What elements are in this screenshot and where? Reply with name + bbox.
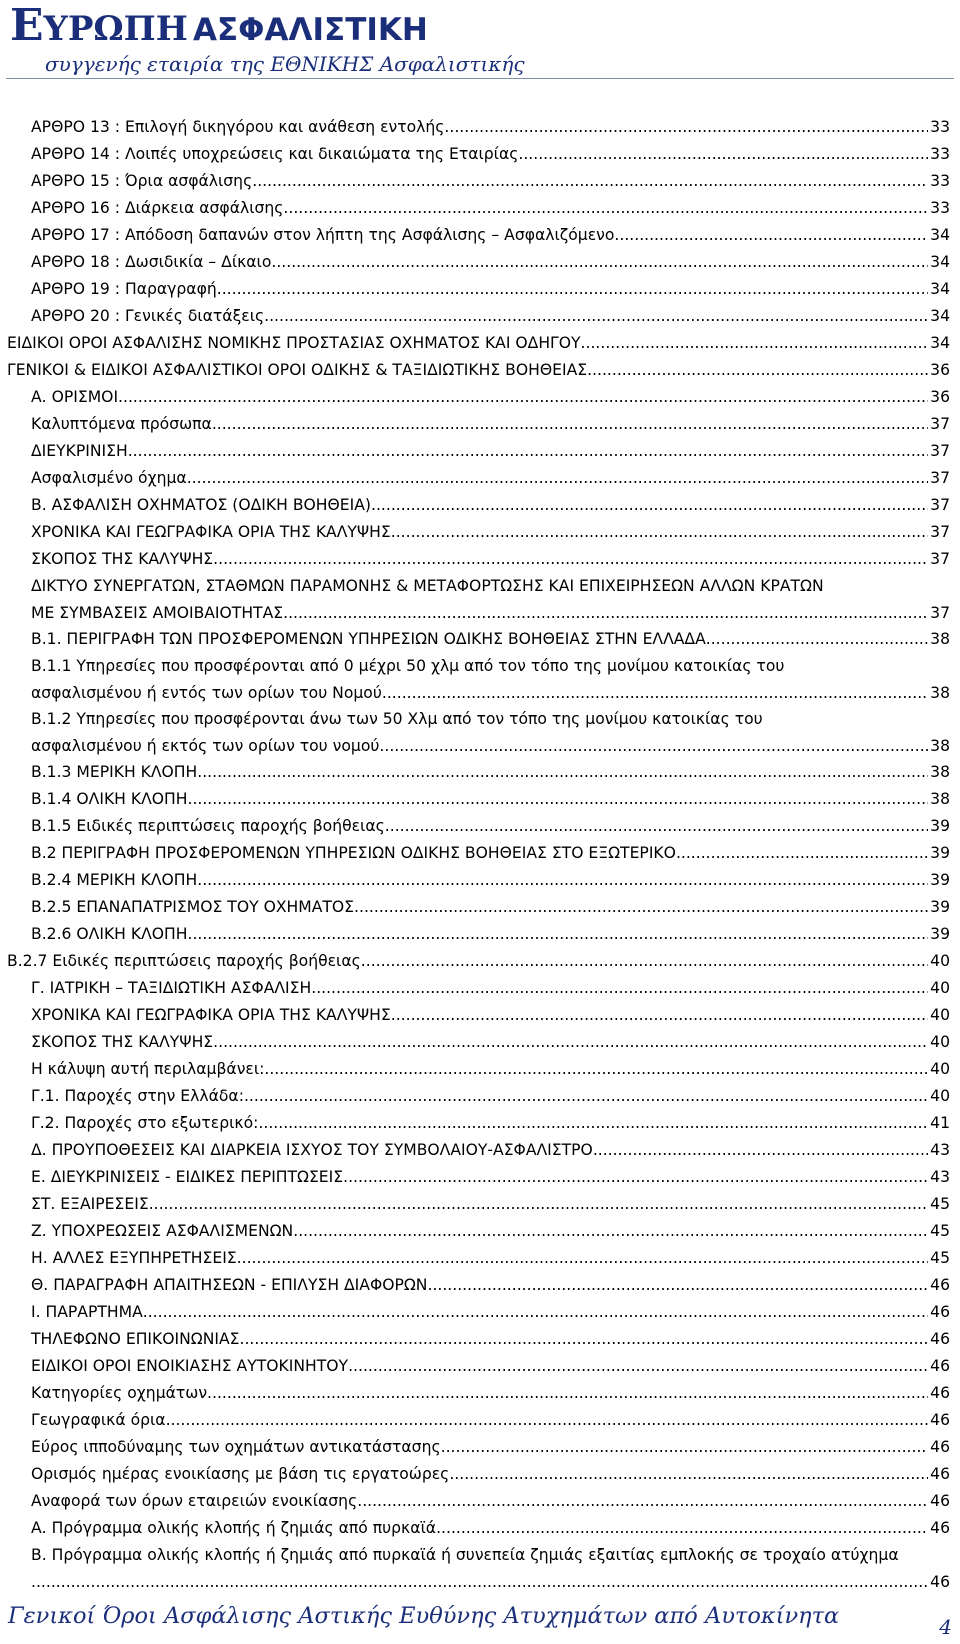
- dot-leader: [258, 1110, 928, 1137]
- toc-entry-title: Ορισμός ημέρας ενοικίασης με βάση τις εργατοώρες: [31, 1465, 450, 1483]
- toc-page-number: 37: [930, 442, 950, 460]
- toc-page-number: 34: [930, 307, 950, 325]
- dot-leader: [518, 141, 928, 168]
- toc-entry-title: Β.2.7 Ειδικές περιπτώσεις παροχής βοήθειας: [7, 952, 361, 970]
- dot-leader: [387, 680, 928, 707]
- toc-page-number: 46: [930, 1303, 950, 1321]
- toc-entry[interactable]: [31, 1542, 950, 1596]
- toc-page-number: 46: [930, 1438, 950, 1456]
- toc-entry-title: Β. Πρόγραμμα ολικής κλοπής ή ζημιάς από πυρκαϊά ή συνεπεία ζημιάς εξαιτίας εμπλοκής σε τροχαίο ατύχημα: [31, 1546, 899, 1564]
- toc-page-number: 33: [930, 172, 950, 190]
- toc-entry[interactable]: [31, 276, 950, 303]
- page-number: 4: [939, 1615, 952, 1639]
- toc-page-number: 43: [930, 1168, 950, 1186]
- toc-entry[interactable]: [31, 1137, 950, 1164]
- toc-entry-title: Αναφορά των όρων εταιρειών ενοικίασης: [31, 1492, 358, 1510]
- dot-leader: [143, 1299, 928, 1326]
- dot-leader: [237, 1245, 929, 1272]
- toc-entry-title: Κατηγορίες οχημάτων: [31, 1384, 208, 1402]
- toc-entry[interactable]: [31, 492, 950, 519]
- toc-page-number: 46: [930, 1357, 950, 1375]
- dot-leader: [357, 1488, 928, 1515]
- toc-entry[interactable]: [31, 303, 950, 330]
- toc-entry-title: ΑΡΘΡΟ 17 : Απόδοση δαπανών στον λήπτη της Ασφάλισης – Ασφαλιζόμενο: [31, 226, 615, 244]
- toc-page-number: 41: [930, 1114, 950, 1132]
- toc-entry[interactable]: [31, 1488, 950, 1515]
- toc-entry-title: ΓΕΝΙΚΟΙ & ΕΙΔΙΚΟΙ ΑΣΦΑΛΙΣΤΙΚΟΙ ΟΡΟΙ ΟΔΙΚΗΣ & ΤΑΞΙΔΙΩΤΙΚΗΣ ΒΟΗΘΕΙΑΣ: [7, 361, 588, 379]
- toc-entry-title: Η κάλυψη αυτή περιλαμβάνει:: [31, 1060, 265, 1078]
- toc-entry-title: ΧΡΟΝΙΚΑ ΚΑΙ ΓΕΩΓΡΑΦΙΚΑ ΟΡΙΑ ΤΗΣ ΚΑΛΥΨΗΣ: [31, 1006, 391, 1024]
- toc-entry[interactable]: [31, 222, 950, 249]
- toc-entry[interactable]: [31, 894, 950, 921]
- toc-entry[interactable]: [31, 438, 950, 465]
- dot-leader: [361, 948, 928, 975]
- dot-leader: [252, 168, 928, 195]
- dot-leader: [391, 1002, 928, 1029]
- dot-leader: [343, 1164, 928, 1191]
- dot-leader: [371, 492, 928, 519]
- toc-entry-title: Ασφαλισμένο όχημα: [31, 469, 187, 487]
- dot-leader: [427, 1272, 928, 1299]
- toc-entry-title: ΑΡΘΡΟ 13 : Επιλογή δικηγόρου και ανάθεση εντολής: [31, 118, 445, 136]
- dot-leader: [118, 384, 928, 411]
- dot-leader: [213, 1029, 928, 1056]
- toc-entry-title: ΑΡΘΡΟ 18 : Δωσιδικία – Δίκαιο: [31, 253, 272, 271]
- toc-entry[interactable]: [31, 759, 950, 786]
- toc-entry[interactable]: [31, 1299, 950, 1326]
- dot-leader: [593, 1137, 928, 1164]
- toc-entry[interactable]: [31, 653, 950, 707]
- toc-entry-title: ΣΤ. ΕΞΑΙΡΕΣΕΙΣ: [31, 1195, 149, 1213]
- toc-page-number: 40: [930, 979, 950, 997]
- toc-entry-title: Εύρος ιπποδύναμης των οχημάτων αντικατάστασης: [31, 1438, 441, 1456]
- dot-leader: [436, 1515, 928, 1542]
- toc-entry-title: Α. Πρόγραμμα ολικής κλοπής ή ζημιάς από πυρκαϊά: [31, 1519, 437, 1537]
- toc-page-number: 38: [930, 737, 950, 755]
- dot-leader: [581, 330, 929, 357]
- dot-leader: [348, 1353, 928, 1380]
- toc-page-number: 46: [930, 1384, 950, 1402]
- toc-entry[interactable]: [31, 1326, 950, 1353]
- dot-leader: [212, 411, 928, 438]
- dot-leader: [187, 786, 928, 813]
- toc-entry[interactable]: [31, 867, 950, 894]
- toc-page-number: 34: [930, 334, 950, 352]
- toc-entry[interactable]: [31, 411, 950, 438]
- toc-entry[interactable]: [31, 519, 950, 546]
- toc-page-number: 46: [930, 1330, 950, 1348]
- toc-entry-title: Ζ. ΥΠΟΧΡΕΩΣΕΙΣ ΑΣΦΑΛΙΣΜΕΝΩΝ: [31, 1222, 294, 1240]
- toc-entry-title: ΣΚΟΠΟΣ ΤΗΣ ΚΑΛΥΨΗΣ: [31, 1033, 214, 1051]
- dot-leader: [293, 1218, 928, 1245]
- toc-page-number: 46: [930, 1519, 950, 1537]
- toc-entry-title: ΑΡΘΡΟ 20 : Γενικές διατάξεις: [31, 307, 265, 325]
- toc-entry[interactable]: [31, 1461, 950, 1488]
- toc-entry-title: ΔΙΚΤΥΟ ΣΥΝΕΡΓΑΤΩΝ, ΣΤΑΘΜΩΝ ΠΑΡΑΜΟΝΗΣ & ΜΕΤΑΦΟΡΤΩΣΗΣ ΚΑΙ ΕΠΙΧΕΙΡΗΣΕΩΝ ΑΛΛΩΝ ΚΡΑΤΩΝ: [31, 577, 824, 595]
- toc-entry[interactable]: [31, 546, 950, 573]
- toc-entry[interactable]: [31, 573, 950, 627]
- dot-leader: [441, 1434, 929, 1461]
- dot-leader: [449, 1461, 928, 1488]
- toc-entry[interactable]: [31, 1515, 950, 1542]
- dot-leader: [311, 975, 928, 1002]
- toc-page-number: 38: [930, 763, 950, 781]
- brand-name: ΥΡΩΠΗ: [43, 9, 188, 49]
- dot-leader: [197, 759, 928, 786]
- toc-entry-title: ΣΚΟΠΟΣ ΤΗΣ ΚΑΛΥΨΗΣ: [31, 550, 214, 568]
- toc-entry-title: ΤΗΛΕΦΩΝΟ ΕΠΙΚΟΙΝΩΝΙΑΣ: [31, 1330, 240, 1348]
- dot-leader: [197, 867, 928, 894]
- toc-entry-title: ΕΙΔΙΚΟΙ ΟΡΟΙ ΑΣΦΑΛΙΣΗΣ ΝΟΜΙΚΗΣ ΠΡΟΣΤΑΣΙΑΣ ΟΧΗΜΑΤΟΣ ΚΑΙ ΟΔΗΓΟΥ: [7, 334, 581, 352]
- toc-entry-title: Α. ΟΡΙΣΜΟΙ: [31, 388, 119, 406]
- toc-page-number: 37: [930, 469, 950, 487]
- page-header: [10, 0, 950, 76]
- toc-entry-title-continuation: ασφαλισμένου ή εκτός των ορίων του νομού.: [31, 737, 385, 755]
- toc-entry[interactable]: [31, 1380, 950, 1407]
- toc-page-number: 36: [930, 388, 950, 406]
- toc-entry-title: ΔΙΕΥΚΡΙΝΙΣΗ: [31, 442, 128, 460]
- dot-leader: [264, 303, 928, 330]
- toc-entry[interactable]: [31, 813, 950, 840]
- toc-entry[interactable]: [31, 786, 950, 813]
- toc-page-number: 34: [930, 253, 950, 271]
- toc-entry-title: Β.1. ΠΕΡΙΓΡΑΦΗ ΤΩΝ ΠΡΟΣΦΕΡΟΜΕΝΩΝ ΥΠΗΡΕΣΙΩΝ ΟΔΙΚΗΣ ΒΟΗΘΕΙΑΣ ΣΤΗΝ ΕΛΛΑΔΑ: [31, 630, 706, 648]
- dot-leader: [207, 1380, 928, 1407]
- toc-entry[interactable]: [31, 921, 950, 948]
- toc-entry[interactable]: [31, 465, 950, 492]
- toc-page-number: 40: [930, 952, 950, 970]
- toc-page-number: 40: [930, 1060, 950, 1078]
- dot-leader: [283, 195, 928, 222]
- toc-page-number: 39: [930, 898, 950, 916]
- toc-page-number: 34: [930, 280, 950, 298]
- toc-entry[interactable]: [7, 948, 950, 975]
- toc-entry-title: ΕΙΔΙΚΟΙ ΟΡΟΙ ΕΝΟΙΚΙΑΣΗΣ ΑΥΤΟΚΙΝΗΤΟΥ: [31, 1357, 349, 1375]
- company-tagline: συγγενής εταιρία της ΕΘΝΙΚΗΣ Ασφαλιστικής: [45, 52, 525, 76]
- toc-entry[interactable]: [31, 384, 950, 411]
- toc-entry[interactable]: [31, 1353, 950, 1380]
- toc-entry[interactable]: [7, 357, 950, 384]
- company-logo-text: [10, 0, 950, 51]
- toc-page-number: 45: [930, 1249, 950, 1267]
- dot-leader: [391, 519, 928, 546]
- toc-page-number: 43: [930, 1141, 950, 1159]
- toc-entry-title: Β.2 ΠΕΡΙΓΡΑΦΗ ΠΡΟΣΦΕΡΟΜΕΝΩΝ ΥΠΗΡΕΣΙΩΝ ΟΔΙΚΗΣ ΒΟΗΘΕΙΑΣ ΣΤΟ ΕΞΩΤΕΡΙΚΟ: [31, 844, 676, 862]
- toc-page-number: 38: [930, 684, 950, 702]
- toc-entry-title: Β.1.2 Υπηρεσίες που προσφέρονται άνω των 50 Χλμ από τον τόπο της μονίμου κατοικίας του: [31, 710, 763, 728]
- brand-initial: Ε: [10, 0, 44, 51]
- toc-entry-title: Γ.2. Παροχές στο εξωτερικό:: [31, 1114, 259, 1132]
- toc-entry-title: Β.1.1 Υπηρεσίες που προσφέρονται από 0 μέχρι 50 χλμ από τον τόπο της μονίμου κατοικίας του: [31, 657, 785, 675]
- toc-entry[interactable]: [31, 1110, 950, 1137]
- dot-leader: [444, 114, 928, 141]
- toc-entry-title: ΧΡΟΝΙΚΑ ΚΑΙ ΓΕΩΓΡΑΦΙΚΑ ΟΡΙΑ ΤΗΣ ΚΑΛΥΨΗΣ: [31, 523, 391, 541]
- toc-entry-title-continuation: ΜΕ ΣΥΜΒΑΣΕΙΣ ΑΜΟΙΒΑΙΟΤΗΤΑΣ: [31, 604, 284, 622]
- toc-entry-title: Β. ΑΣΦΑΛΙΣΗ ΟΧΗΜΑΤΟΣ (ΟΔΙΚΗ ΒΟΗΘΕΙΑ): [31, 496, 371, 514]
- dot-leader: [354, 894, 928, 921]
- toc-entry-title: Β.2.6 ΟΛΙΚΗ ΚΛΟΠΗ: [31, 925, 188, 943]
- toc-entry[interactable]: [31, 1272, 950, 1299]
- toc-page-number: 39: [930, 844, 950, 862]
- toc-entry[interactable]: [31, 114, 950, 141]
- dot-leader: [187, 921, 928, 948]
- toc-entry[interactable]: [31, 706, 950, 760]
- dot-leader: [385, 813, 928, 840]
- toc-entry[interactable]: [31, 1407, 950, 1434]
- toc-entry[interactable]: [31, 975, 950, 1002]
- dot-leader: [244, 1083, 928, 1110]
- toc-entry-title: ΑΡΘΡΟ 16 : Διάρκεια ασφάλισης: [31, 199, 284, 217]
- toc-page-number: 46: [930, 1573, 950, 1591]
- toc-page-number: 46: [930, 1276, 950, 1294]
- brand-subname: ΑΣΦΑΛΙΣΤΙΚΗ: [192, 12, 428, 48]
- header-divider: [6, 78, 954, 79]
- toc-page-number: 46: [930, 1411, 950, 1429]
- toc-entry-title: Β.1.3 ΜΕΡΙΚΗ ΚΛΟΠΗ: [31, 763, 198, 781]
- toc-entry[interactable]: [31, 1164, 950, 1191]
- toc-entry[interactable]: [31, 141, 950, 168]
- toc-page-number: 34: [930, 226, 950, 244]
- toc-page-number: 37: [930, 415, 950, 433]
- toc-entry[interactable]: [31, 249, 950, 276]
- toc-page-number: 37: [930, 550, 950, 568]
- dot-leader: [166, 1407, 929, 1434]
- dot-leader: [271, 249, 928, 276]
- dot-leader: [217, 276, 928, 303]
- dot-leader: [149, 1191, 928, 1218]
- toc-page-number: 46: [930, 1465, 950, 1483]
- dot-leader: [676, 840, 928, 867]
- dot-leader: [384, 733, 928, 760]
- toc-page-number: 39: [930, 871, 950, 889]
- toc-entry-title: Θ. ΠΑΡΑΓΡΑΦΗ ΑΠΑΙΤΗΣΕΩΝ - ΕΠΙΛΥΣΗ ΔΙΑΦΟΡΩΝ: [31, 1276, 428, 1294]
- toc-entry[interactable]: [31, 1245, 950, 1272]
- toc-page-number: 33: [930, 118, 950, 136]
- dot-leader: [264, 1056, 928, 1083]
- toc-entry-title: Ι. ΠΑΡΑΡΤΗΜΑ: [31, 1303, 143, 1321]
- toc-page-number: 40: [930, 1087, 950, 1105]
- toc-entry-title: ΑΡΘΡΟ 19 : Παραγραφή: [31, 280, 217, 298]
- toc-page-number: 36: [930, 361, 950, 379]
- toc-entry[interactable]: [31, 195, 950, 222]
- dot-leader: [187, 465, 928, 492]
- toc-entry[interactable]: [7, 330, 950, 357]
- toc-entry-title: Β.1.5 Ειδικές περιπτώσεις παροχής βοήθειας: [31, 817, 385, 835]
- toc-page-number: 45: [930, 1222, 950, 1240]
- toc-entry[interactable]: [31, 168, 950, 195]
- toc-entry-title: Β.2.4 ΜΕΡΙΚΗ ΚΛΟΠΗ: [31, 871, 198, 889]
- toc-entry[interactable]: [31, 626, 950, 653]
- toc-entry[interactable]: [31, 1218, 950, 1245]
- toc-entry-title: Ε. ΔΙΕΥΚΡΙΝΙΣΕΙΣ - ΕΙΔΙΚΕΣ ΠΕΡΙΠΤΩΣΕΙΣ: [31, 1168, 344, 1186]
- toc-entry-title: Καλυπτόμενα πρόσωπα: [31, 415, 212, 433]
- toc-page-number: 33: [930, 199, 950, 217]
- dot-leader: [240, 1326, 929, 1353]
- dot-leader: [31, 1569, 928, 1596]
- toc-page-number: 37: [930, 496, 950, 514]
- dot-leader: [213, 546, 928, 573]
- dot-leader: [706, 626, 928, 653]
- toc-entry[interactable]: [31, 1056, 950, 1083]
- toc-entry[interactable]: [31, 1029, 950, 1056]
- dot-leader: [614, 222, 928, 249]
- toc-entry-title: ΑΡΘΡΟ 14 : Λοιπές υποχρεώσεις και δικαιώματα της Εταιρίας: [31, 145, 519, 163]
- toc-page-number: 45: [930, 1195, 950, 1213]
- toc-page-number: 40: [930, 1006, 950, 1024]
- footer-title: Γενικοί Όροι Ασφάλισης Αστικής Ευθύνης Ατυχημάτων από Αυτοκίνητα: [8, 1603, 840, 1629]
- toc-entry[interactable]: [31, 1002, 950, 1029]
- toc-entry-title: Γεωγραφικά όρια: [31, 1411, 166, 1429]
- toc-entry[interactable]: [31, 1083, 950, 1110]
- toc-page-number: 38: [930, 790, 950, 808]
- dot-leader: [128, 438, 928, 465]
- toc-page-number: 33: [930, 145, 950, 163]
- toc-entry-title: ΑΡΘΡΟ 15 : Όρια ασφάλισης: [31, 172, 253, 190]
- toc-entry-title: Η. ΑΛΛΕΣ ΕΞΥΠΗΡΕΤΗΣΕΙΣ: [31, 1249, 237, 1267]
- toc-entry-title: Δ. ΠΡΟΥΠΟΘΕΣΕΙΣ ΚΑΙ ΔΙΑΡΚΕΙΑ ΙΣΧΥΟΣ ΤΟΥ ΣΥΜΒΟΛΑΙΟΥ-ΑΣΦΑΛΙΣΤΡΟ: [31, 1141, 593, 1159]
- toc-entry-title: Β.1.4 ΟΛΙΚΗ ΚΛΟΠΗ: [31, 790, 188, 808]
- toc-entry-title: Β.2.5 ΕΠΑΝΑΠΑΤΡΙΣΜΟΣ ΤΟΥ ΟΧΗΜΑΤΟΣ: [31, 898, 355, 916]
- toc-page-number: 37: [930, 523, 950, 541]
- toc-entry[interactable]: [31, 840, 950, 867]
- toc-page-number: 38: [930, 630, 950, 648]
- dot-leader: [283, 600, 928, 627]
- toc-page-number: 39: [930, 925, 950, 943]
- toc-entry-title-continuation: ασφαλισμένου ή εντός των ορίων του Νομού.: [31, 684, 387, 702]
- toc-page-number: 37: [930, 604, 950, 622]
- toc-entry[interactable]: [31, 1434, 950, 1461]
- dot-leader: [587, 357, 928, 384]
- toc-page-number: 40: [930, 1033, 950, 1051]
- toc-entry-title: Γ. ΙΑΤΡΙΚΗ – ΤΑΞΙΔΙΩΤΙΚΗ ΑΣΦΑΛΙΣΗ: [31, 979, 312, 997]
- toc-entry[interactable]: [31, 1191, 950, 1218]
- toc-page-number: 39: [930, 817, 950, 835]
- toc-page-number: 46: [930, 1492, 950, 1510]
- toc-entry-title: Γ.1. Παροχές στην Ελλάδα:: [31, 1087, 244, 1105]
